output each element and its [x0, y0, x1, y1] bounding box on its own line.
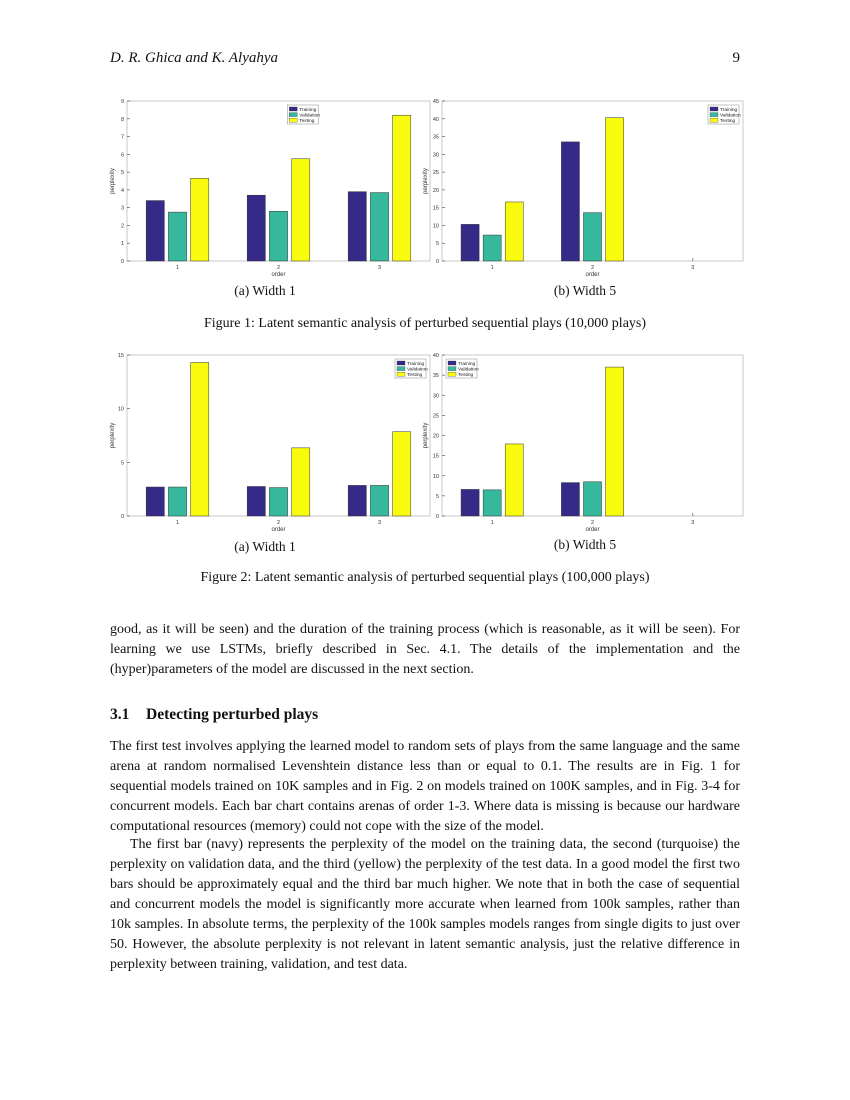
y-tick-label: 35	[432, 373, 439, 380]
y-tick-label: 10	[432, 223, 439, 230]
x-tick-label: 3	[377, 265, 382, 271]
bar-training-order-2	[247, 195, 265, 261]
legend	[287, 105, 320, 124]
y-tick-label: 20	[432, 187, 439, 194]
y-tick-label: 10	[432, 473, 439, 480]
y-tick-label: 0	[120, 514, 124, 520]
y-axis-label: perplexity	[423, 422, 429, 449]
bar-validation-order-3	[370, 485, 388, 516]
x-axis-label: order	[271, 527, 286, 533]
bar-training-order-3	[348, 192, 366, 261]
y-tick-label: 9	[120, 99, 124, 105]
x-tick-label: 2	[590, 265, 595, 271]
y-tick-label: 0	[435, 259, 439, 265]
bar-validation-order-1	[483, 490, 501, 516]
y-tick-label: 2	[120, 223, 124, 230]
y-tick-label: 5	[120, 460, 124, 467]
bar-validation-order-2	[583, 482, 601, 516]
paragraph-continuation: good, as it will be seen) and the duration of the training process (which is reasonable, as it will be seen). For learning we use LSTMs, briefly described in Sec. 4.1. The details of the implementation and the (hyper)parameters of the model are discussed in the next section.	[110, 622, 740, 677]
bar-testing-order-2	[606, 367, 624, 516]
bar-validation-order-2	[269, 211, 287, 261]
section-number: 3.1	[110, 706, 130, 723]
chart-fig2a	[110, 350, 430, 535]
legend-label-testing: Testing	[458, 373, 474, 378]
bar-training-order-1	[461, 489, 479, 516]
bar-training-order-1	[146, 201, 164, 261]
page-number: 9	[732, 50, 740, 66]
figure-2-caption: Figure 2: Latent semantic analysis of perturbed sequential plays (100,000 plays)	[200, 570, 650, 585]
y-tick-label: 45	[432, 99, 439, 105]
x-tick-label: 3	[691, 265, 695, 271]
bar-testing-order-2	[292, 448, 310, 516]
legend-label-testing: Testing	[299, 119, 315, 124]
legend-label-training: Training	[407, 361, 425, 367]
y-tick-label: 3	[120, 205, 124, 212]
legend-label-validation: Validation	[720, 113, 741, 119]
bar-training-order-2	[561, 142, 579, 261]
bar-testing-order-2	[292, 159, 310, 261]
bar-training-order-2	[561, 483, 579, 516]
y-tick-label: 5	[435, 493, 439, 500]
x-tick-label: 1	[490, 265, 494, 271]
y-tick-label: 30	[432, 152, 439, 159]
y-tick-label: 30	[432, 393, 439, 400]
bar-testing-order-3	[393, 115, 411, 261]
y-tick-label: 15	[432, 205, 439, 212]
legend-label-training: Training	[458, 361, 476, 367]
subcaption-2b: (b) Width 5	[553, 537, 617, 552]
bar-validation-order-2	[269, 488, 287, 516]
legend-label-testing: Testing	[407, 373, 423, 378]
x-tick-label: 1	[490, 520, 494, 526]
x-tick-label: 2	[276, 265, 281, 271]
subcaption-2a: (a) Width 1	[234, 539, 296, 554]
bar-testing-order-1	[505, 202, 523, 261]
subcaption-1b: (b) Width 5	[553, 283, 617, 298]
y-tick-label: 35	[432, 134, 439, 141]
y-tick-label: 25	[432, 170, 439, 177]
y-tick-label: 40	[432, 353, 439, 359]
legend-swatch-validation	[448, 367, 456, 371]
bar-testing-order-2	[606, 118, 624, 261]
legend-swatch-training	[710, 107, 718, 111]
y-tick-label: 10	[117, 406, 124, 413]
bar-validation-order-1	[483, 235, 501, 261]
subcaption-1a: (a) Width 1	[234, 283, 296, 298]
bar-testing-order-1	[505, 444, 523, 516]
legend-swatch-training	[289, 107, 297, 111]
y-tick-label: 40	[432, 116, 439, 123]
bar-testing-order-3	[393, 432, 411, 516]
bar-validation-order-2	[583, 213, 601, 261]
y-tick-label: 20	[432, 433, 439, 440]
page-header	[110, 50, 740, 70]
y-axis-label: perplexity	[423, 168, 429, 194]
legend-label-validation: Validation	[299, 113, 320, 119]
bar-testing-order-1	[191, 178, 209, 261]
bar-validation-order-1	[168, 212, 186, 261]
legend	[708, 105, 741, 124]
bar-training-order-1	[461, 224, 479, 261]
y-tick-label: 5	[435, 241, 439, 248]
y-tick-label: 0	[435, 514, 439, 520]
legend-swatch-training	[397, 361, 405, 365]
legend-swatch-testing	[448, 372, 456, 376]
legend-label-testing: Testing	[720, 119, 736, 124]
y-tick-label: 25	[432, 413, 439, 420]
x-tick-label: 1	[175, 520, 180, 526]
x-axis-label: order	[585, 272, 600, 278]
legend-swatch-validation	[289, 113, 297, 117]
legend-label-training: Training	[720, 107, 738, 113]
figure-1-caption: Figure 1: Latent semantic analysis of perturbed sequential plays (10,000 plays)	[203, 316, 647, 331]
bar-training-order-3	[348, 485, 366, 516]
legend-swatch-training	[448, 361, 456, 365]
running-head-authors: D. R. Ghica and K. Alyahya	[110, 50, 279, 66]
legend-swatch-testing	[710, 118, 718, 122]
bar-validation-order-1	[168, 487, 186, 516]
legend	[446, 359, 479, 378]
section-title: Detecting perturbed plays	[146, 706, 319, 723]
y-tick-label: 0	[120, 259, 124, 265]
y-tick-label: 4	[120, 187, 124, 194]
x-tick-label: 1	[175, 265, 180, 271]
y-axis-label: perplexity	[110, 168, 116, 194]
paragraph-bar-description: The first bar (navy) represents the perplexity of the model on the training data, the second (turquoise) the perplexity on validation data, and the third (yellow) the perplexity of the test data. In a good model the first two bars should be approximately equal and the third bar much higher. We note that in both the case of sequential and concurrent models the model is significantly more accurate when learned from 100k samples, rather than 10k samples. In absolute terms, the perplexity of the 100k samples models ranges from single digits to just over 50. However, the absolute perplexity is not relevant in latent semantic analysis, just the relative difference in perplexity between training, validation, and test data.	[110, 837, 740, 972]
y-tick-label: 15	[432, 453, 439, 460]
x-tick-label: 2	[276, 520, 281, 526]
y-tick-label: 6	[120, 152, 124, 159]
legend-label-validation: Validation	[458, 367, 479, 373]
chart-fig1a	[110, 96, 430, 281]
legend-label-validation: Validation	[407, 367, 428, 373]
chart-fig1b	[423, 96, 743, 281]
legend-label-training: Training	[299, 107, 317, 113]
legend-swatch-testing	[397, 372, 405, 376]
x-axis-label: order	[271, 272, 286, 278]
x-tick-label: 3	[691, 520, 695, 526]
x-axis-label: order	[585, 527, 600, 533]
chart-fig2b	[423, 350, 743, 535]
y-tick-label: 1	[120, 241, 124, 248]
legend-swatch-validation	[710, 113, 718, 117]
bar-training-order-2	[247, 486, 265, 516]
y-tick-label: 7	[120, 134, 124, 141]
x-tick-label: 3	[377, 520, 382, 526]
y-tick-label: 5	[120, 170, 124, 177]
legend-swatch-testing	[289, 118, 297, 122]
x-tick-label: 2	[590, 520, 595, 526]
y-tick-label: 8	[120, 116, 124, 123]
bar-training-order-1	[146, 487, 164, 516]
section-heading	[110, 706, 318, 724]
paragraph-first-test: The first test involves applying the learned model to random sets of plays from the same language and the same arena at random normalised Levenshtein distance less than or equal to 0.1. The results are in Fig. 1 for sequential models trained on 10K samples and in Fig. 2 on models trained on 100K samples, and in Fig. 3-4 for concurrent models. Each bar chart contains arenas of order 1-3. Where data is missing is because our hardware computational resources (memory) could not cope with the size of the model.	[110, 739, 740, 834]
bar-testing-order-1	[191, 363, 209, 516]
y-axis-label: perplexity	[110, 422, 116, 449]
y-tick-label: 15	[117, 353, 124, 359]
legend-swatch-validation	[397, 367, 405, 371]
bar-validation-order-3	[370, 193, 388, 261]
